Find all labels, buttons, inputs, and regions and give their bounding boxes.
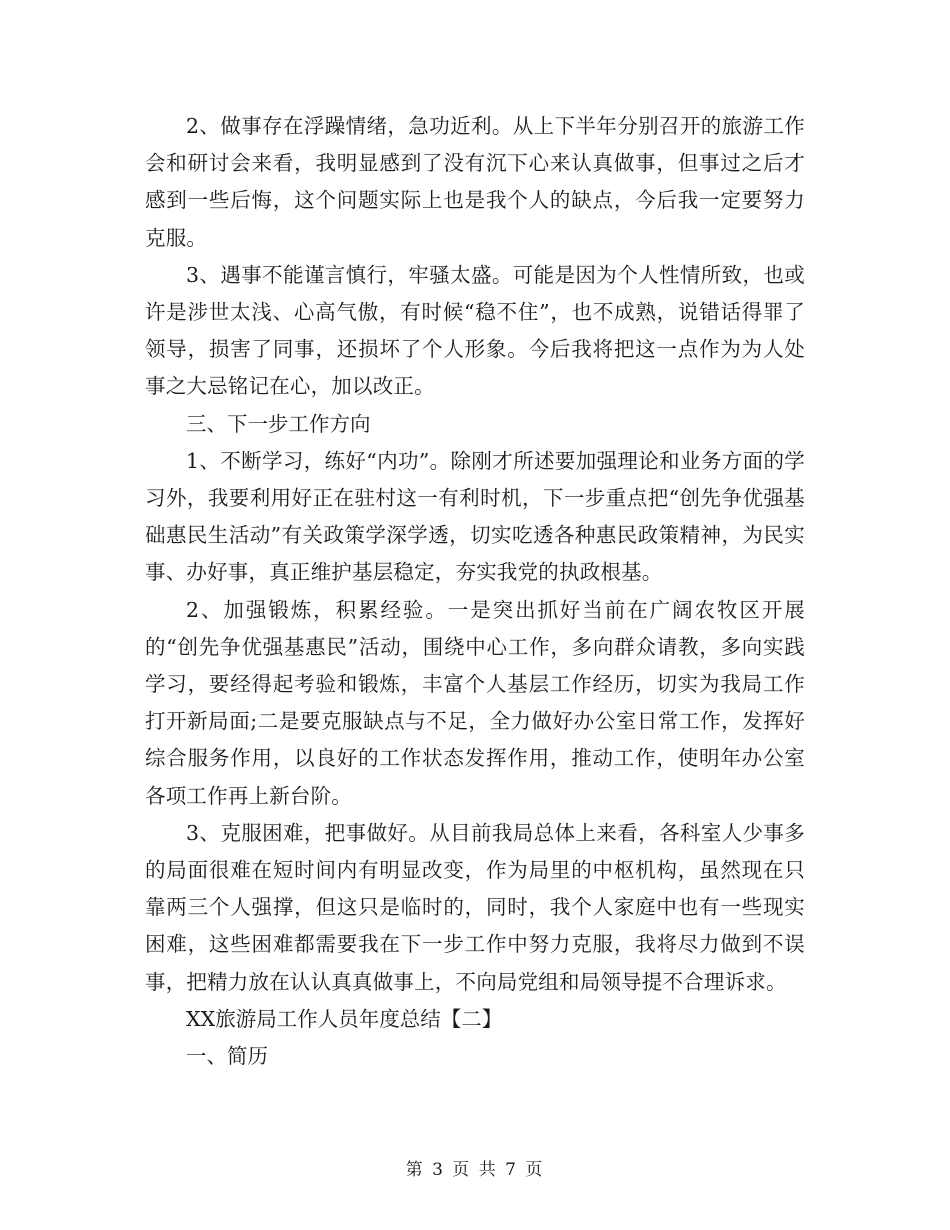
paragraph-shortcoming-2: 2、做事存在浮躁情绪，急功近利。从上下半年分别召开的旅游工作会和研讨会来看，我明显感到了没有沉下心来认真做事，但事过之后才感到一些后悔，这个问题实际上也是我个人的缺点，今后我一定要努力克服。 bbox=[145, 114, 805, 250]
page-number-footer: 第 3 页 共 7 页 bbox=[405, 1160, 545, 1180]
document-body bbox=[145, 108, 805, 1075]
paragraph-shortcoming-3: 3、遇事不能谨言慎行，牢骚太盛。可能是因为个人性情所致，也或许是涉世太浅、心高气傲，有时候“稳不住”，也不成熟，说错话得罪了领导，损害了同事，还损坏了个人形象。今后我将把这一点作为为人处事之大忌铭记在心，加以改正。 bbox=[145, 262, 805, 399]
article-title-part-two: XX旅游局工作人员年度总结【二】 bbox=[186, 1006, 503, 1031]
paragraph-direction-3: 3、克服困难，把事做好。从目前我局总体上来看，各科室人少事多的局面很难在短时间内有明显改变，作为局里的中枢机构，虽然现在只靠两三个人强撑，但这只是临时的，同时，我个人家庭中也有一些现实困难，这些困难都需要我在下一步工作中努力克服，我将尽力做到不误事，把精力放在认认真真做事上，不向局党组和局领导提不合理诉求。 bbox=[145, 820, 805, 994]
paragraph-direction-2: 2、加强锻炼，积累经验。一是突出抓好当前在广阔农牧区开展的“创先争优强基惠民”活动，围绕中心工作，多向群众请教，多向实践学习，要经得起考验和锻炼，丰富个人基层工作经历，切实为我局工作打开新局面;二是要克服缺点与不足，全力做好办公室日常工作，发挥好综合服务作用，以良好的工作状态发挥作用，推动工作，使明年办公室各项工作再上新台阶。 bbox=[145, 597, 805, 808]
paragraph-direction-1: 1、不断学习，练好“内功”。除刚才所述要加强理论和业务方面的学习外，我要利用好正在驻村这一有利时机，下一步重点把“创先争优强基础惠民生活动”有关政策学深学透，切实吃透各种惠民政策精神，为民实事、办好事，真正维护基层稳定，夯实我党的执政根基。 bbox=[145, 448, 805, 585]
section-heading-next-steps: 三、下一步工作方向 bbox=[186, 411, 371, 436]
section-heading-resume: 一、简历 bbox=[186, 1044, 268, 1069]
